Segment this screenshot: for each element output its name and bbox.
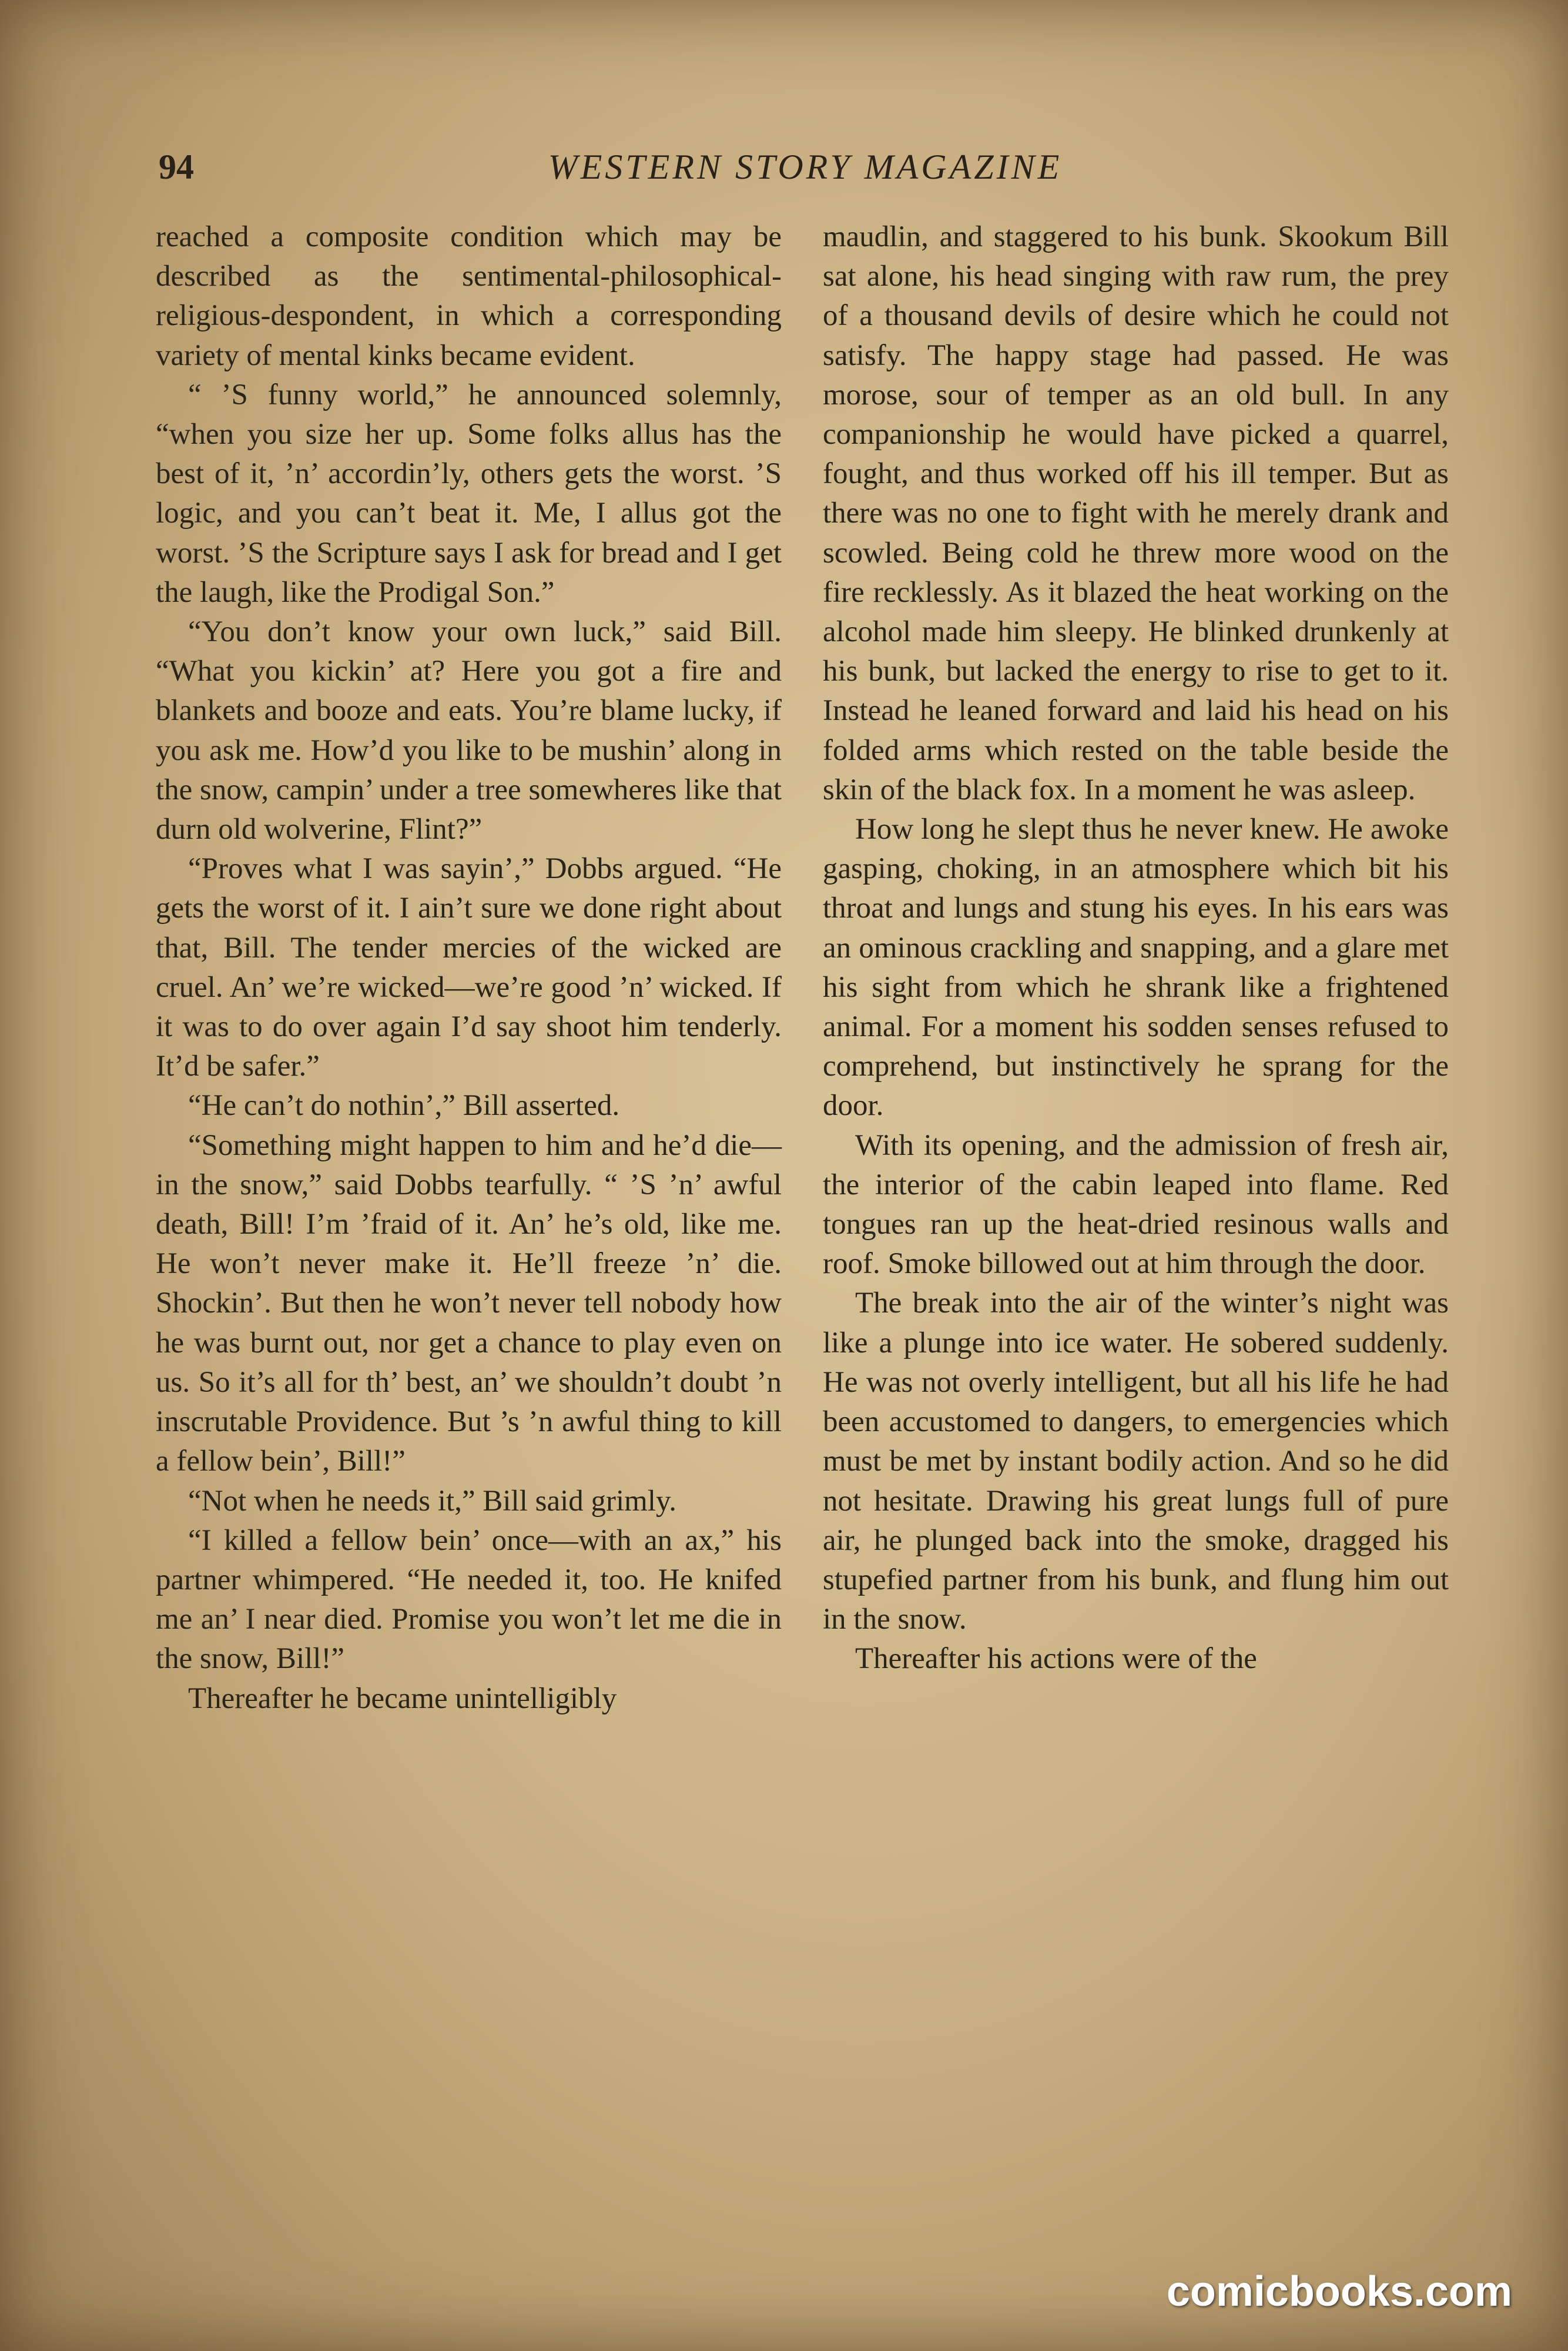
paragraph: How long he slept thus he never knew. He awoke gasping, choking, in an atmosphere which bit his throat and lungs and stung his eyes. In his ears was an ominous crackling and snapping, and a glare met his sight from which he shrank like a frightened animal. For a moment his sodden senses refused to comprehend, but instinctively he sprang for the door. — [823, 813, 1449, 1123]
paragraph: “I killed a fellow bein’ once—with an ax,” his partner whimpered. “He needed it, too. He knifed me an’ I near died. Promise you won’t let me die in the snow, Bill!” — [156, 1523, 782, 1676]
watermark: comicbooks.com — [1166, 2268, 1512, 2315]
paragraph: “Proves what I was sayin’,” Dobbs argued. “He gets the worst of it. I ain’t sure we done right about that, Bill. The tender mercies of the wicked are cruel. An’ we’re wicked—we’re good ’n’ wicked. If it was to do over again I’d say shoot him tenderly. It’d be safer.” — [156, 852, 782, 1083]
paragraph: “ ’S funny world,” he announced solemnly, “when you size her up. Some folks allus has the best of it, ’n’ accordin’ly, others gets the worst. ’S logic, and you can’t beat it. Me, I allus got the worst. ’S the Scripture says I ask for bread and I get the laugh, like the Prodigal Son.” — [156, 378, 782, 609]
paragraph: With its opening, and the admission of fresh air, the interior of the cabin leaped into flame. Red tongues ran up the heat-dried resinous walls and roof. Smoke billowed out at him through the door. — [823, 1128, 1449, 1281]
magazine-title: WESTERN STORY MAGAZINE — [548, 148, 1063, 186]
paragraph: Thereafter his actions were of the — [855, 1642, 1257, 1676]
paragraph: The break into the air of the winter’s night was like a plunge into ice water. He sobered suddenly. He was not overly intelligent, but all his life he had been accustomed to dangers, to emergencies which must be met by instant bodily action. And so he did not hesitate. Drawing his great lungs full of pure air, he plunged back into the smoke, dragged his stupefied partner from his bunk, and flung him out in the snow. — [823, 1287, 1449, 1636]
paragraph: Thereafter he became unintelligibly — [188, 1682, 617, 1715]
paragraph: “You don’t know your own luck,” said Bill. “What you kickin’ at? Here you got a fire and blankets and booze and eats. You’re blame lucky, if you ask me. How’d you like to be mushin’ along in the snow, campin’ under a tree somewheres like that durn old wolverine, Flint?” — [156, 615, 782, 846]
right-column — [823, 217, 1449, 1679]
page-number: 94 — [159, 148, 194, 186]
paragraph: “Something might happen to him and he’d die—in the snow,” said Dobbs tearfully. “ ’S ’n’ awful death, Bill! I’m ’fraid of it. An’ he’s old, like me. He won’t never make it. He’ll freeze ’n’ die. Shockin’. But then he won’t never tell nobody how he was burnt out, nor get a chance to play even on us. So it’s all for th’ best, an’ we shouldn’t doubt ’n inscrutable Providence. But ’s ’n awful thing to kill a fellow bein’, Bill!” — [156, 1128, 782, 1478]
paragraph: maudlin, and staggered to his bunk. Skookum Bill sat alone, his head singing with raw rum, the prey of a thousand devils of desire which he could not satisfy. The happy stage had passed. He was morose, sour of temper as an old bull. In any companionship he would have picked a quarrel, fought, and thus worked off his ill temper. But as there was no one to fight with he merely drank and scowled. Being cold he threw more wood on the fire recklessly. As it blazed the heat working on the alcohol made him sleepy. He blinked drunkenly at his bunk, but lacked the energy to rise to get to it. Instead he leaned forward and laid his head on his folded arms which rested on the table beside the skin of the black fox. In a moment he was asleep. — [823, 220, 1449, 806]
paragraph: “He can’t do nothin’,” Bill asserted. — [188, 1089, 620, 1123]
paragraph: reached a composite condition which may be described as the sentimental-philosophical-religious-despondent, in which a corresponding variety of mental kinks became evident. — [156, 220, 782, 372]
page-header — [159, 147, 1452, 200]
paragraph: “Not when he needs it,” Bill said grimly. — [188, 1484, 676, 1518]
left-column — [156, 217, 782, 1719]
